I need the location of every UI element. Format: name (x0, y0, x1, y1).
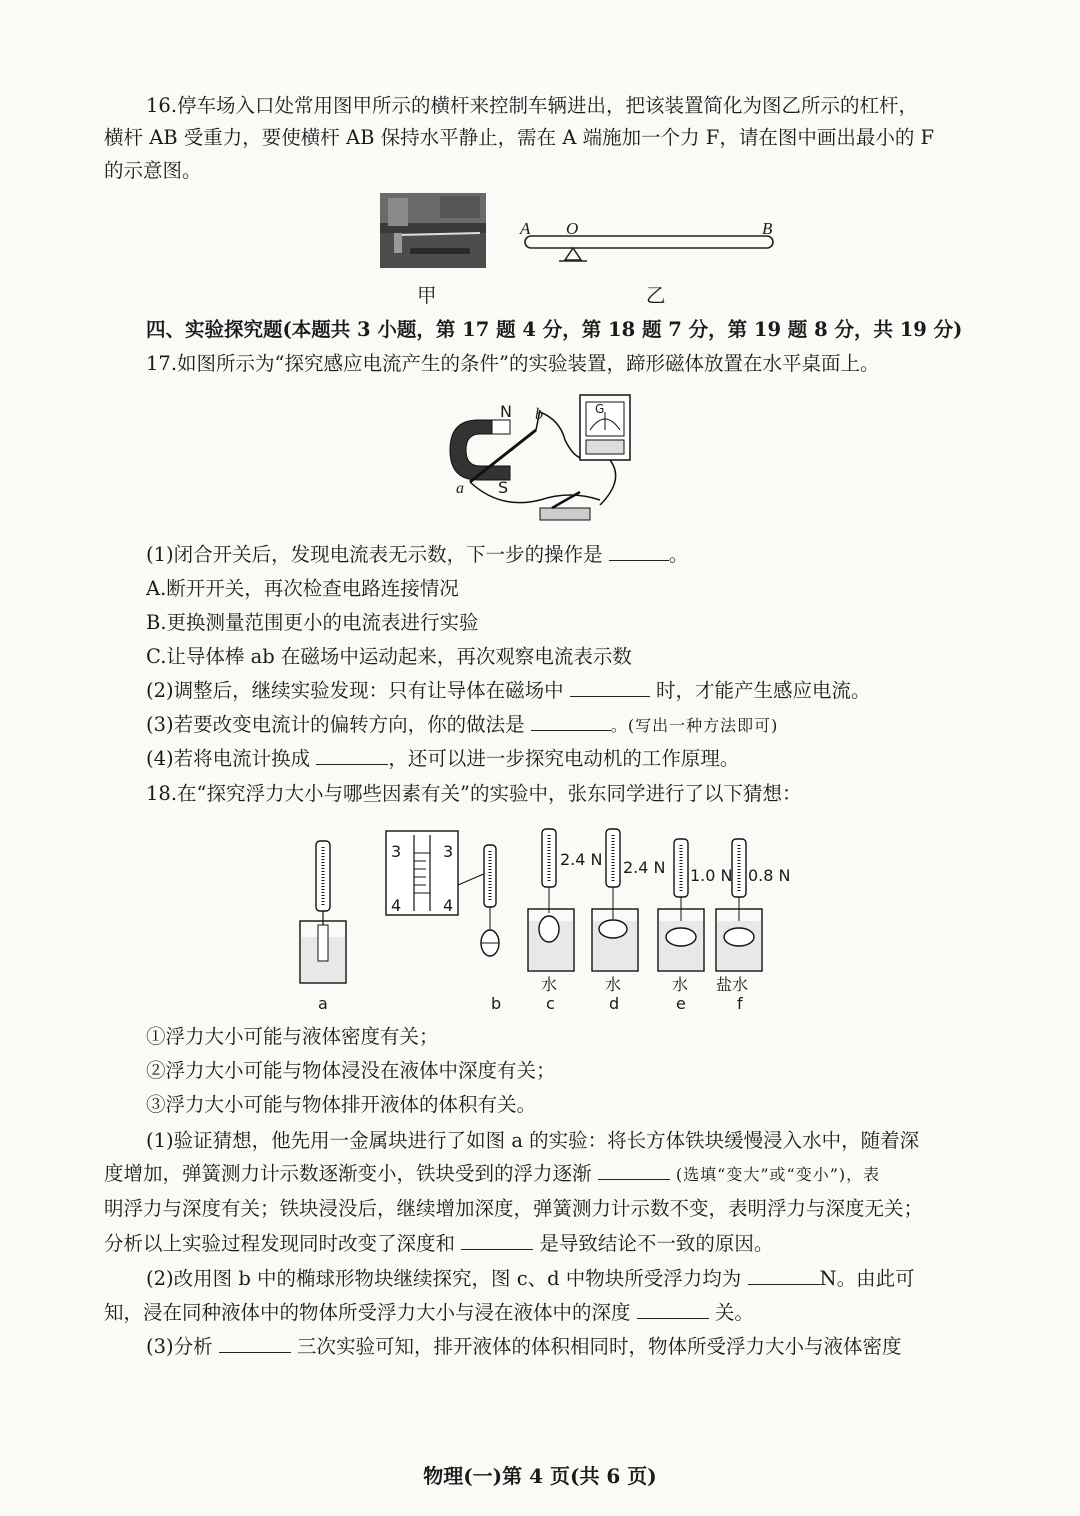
q17-intro: 17.如图所示为“探究感应电流产生的条件”的实验装置，蹄形磁体放置在水平桌面上。 (146, 352, 880, 375)
q17-p4a: (4)若将电流计换成 (146, 747, 311, 770)
fig-jia-label: 甲 (417, 284, 437, 307)
liquid-c: 水 (541, 975, 558, 994)
reading-f: 0.8 N (748, 866, 791, 885)
q18-s2b2: 关。 (714, 1301, 754, 1324)
rod-a-label: a (456, 480, 464, 497)
fig-yi-label: 乙 (646, 284, 666, 307)
q18-s1-line1: (1)验证猜想，他先用一金属块进行了如图 a 的实验：将长方体铁块缓慢浸入水中，随着深 (146, 1129, 920, 1152)
liquid-f: 盐水 (716, 975, 749, 994)
q17-option-a: A.断开开关，再次检查电路连接情况 (146, 577, 459, 600)
q17-p4 (146, 745, 739, 773)
q17-p1-text: (1)闭合开关后，发现电流表无示数，下一步的操作是 (146, 543, 603, 566)
q17-p2a: (2)调整后，继续实验发现：只有让导体在磁场中 (146, 679, 564, 702)
fig-label-d: d (609, 994, 620, 1013)
fig-label-b: b (491, 994, 502, 1013)
q18-s2-line1 (146, 1265, 915, 1293)
reading-d: 2.4 N (623, 858, 666, 877)
q18-s2a2: N。由此可 (819, 1267, 915, 1290)
scale-4-left: 4 (391, 896, 402, 915)
q18-s1-blank2[interactable] (461, 1231, 533, 1250)
scale-3-left: 3 (391, 842, 402, 861)
q18-intro: 18.在“探究浮力大小与哪些因素有关”的实验中，张东同学进行了以下猜想： (146, 782, 802, 805)
guess-2: ②浮力大小可能与物体浸没在液体中深度有关； (146, 1059, 556, 1082)
q18-s2-line2 (104, 1299, 754, 1327)
point-o-label: O (566, 219, 579, 238)
q17-p4b: ，还可以进一步探究电动机的工作原理。 (388, 747, 740, 770)
q16-line3: 的示意图。 (104, 159, 202, 182)
fig-label-c: c (546, 994, 555, 1013)
reading-c: 2.4 N (560, 850, 603, 869)
q17-p3 (146, 711, 778, 740)
q17-option-c: C.让导体棒 ab 在磁场中运动起来，再次观察电流表示数 (146, 645, 632, 668)
q18-s1b2: (选填“变大”或“变小”)，表 (675, 1165, 881, 1184)
buoyancy-experiment-figure (290, 825, 810, 995)
q18-s1b: 度增加，弹簧测力计示数逐渐变小，铁块受到的浮力逐渐 (104, 1162, 592, 1185)
q17-p4-blank[interactable] (316, 746, 388, 765)
q17-p3a: (3)若要改变电流计的偏转方向，你的做法是 (146, 713, 525, 736)
fig-label-e: e (676, 994, 686, 1013)
q17-p3-blank[interactable] (531, 712, 611, 731)
barrier-photo (380, 193, 486, 268)
fig-label-f: f (737, 994, 743, 1013)
q17-p3b: 。(写出一种方法即可) (610, 716, 779, 735)
q18-s1-line2 (104, 1160, 880, 1189)
section-heading: 四、实验探究题(本题共 3 小题，第 17 题 4 分，第 18 题 7 分，第 19 题 8 分，共 19 分) (146, 318, 963, 341)
q18-s3a2: 三次实验可知，排开液体的体积相同时，物体所受浮力大小与液体密度 (297, 1335, 902, 1358)
q18-s2-blank2[interactable] (637, 1300, 709, 1319)
q18-s2b: 知，浸在同种液体中的物体所受浮力大小与浸在液体中的深度 (104, 1301, 631, 1324)
q17-p2b: 时，才能产生感应电流。 (656, 679, 871, 702)
q17-p2 (146, 677, 871, 705)
page-footer: 物理(一)第 4 页(共 6 页) (423, 1464, 657, 1488)
point-a-label: A (520, 219, 531, 238)
liquid-e: 水 (672, 975, 689, 994)
rod-b-label: b (535, 406, 543, 423)
q16-line2: 横杆 AB 受重力，要使横杆 AB 保持水平静止，需在 A 端施加一个力 F，请在图中画出最小的 F (104, 126, 935, 149)
q18-s3a: (3)分析 (146, 1335, 213, 1358)
q18-s1-line4 (104, 1230, 773, 1258)
q18-s2a: (2)改用图 b 中的椭球形物块继续探究，图 c、d 中物块所受浮力均为 (146, 1267, 742, 1290)
guess-3: ③浮力大小可能与物体排开液体的体积有关。 (146, 1093, 537, 1116)
q18-s3-line1 (146, 1333, 902, 1361)
q18-s1-blank[interactable] (598, 1161, 670, 1180)
q17-p2-blank[interactable] (570, 678, 650, 697)
lever-diagram (515, 216, 785, 266)
reading-e: 1.0 N (690, 866, 733, 885)
q17-p1-end: 。 (668, 543, 689, 566)
q18-s1-line3: 明浮力与深度有关；铁块浸没后，继续增加深度，弹簧测力计示数不变，表明浮力与深度无关； (104, 1197, 924, 1220)
q17-p1-blank[interactable] (609, 542, 669, 561)
q16-line1: 16.停车场入口处常用图甲所示的横杆来控制车辆进出，把该装置简化为图乙所示的杠杆， (146, 94, 919, 117)
scale-4-right: 4 (443, 896, 454, 915)
magnet-n-label: N (500, 402, 512, 421)
guess-1: ①浮力大小可能与液体密度有关； (146, 1025, 439, 1048)
fig-label-a: a (318, 994, 328, 1013)
q17-p1 (146, 541, 688, 569)
point-b-label: B (762, 219, 773, 238)
q18-s3-blank[interactable] (219, 1334, 291, 1353)
scale-3-right: 3 (443, 842, 454, 861)
induction-apparatus (440, 390, 650, 530)
q18-s1d: 分析以上实验过程发现同时改变了深度和 (104, 1232, 456, 1255)
q17-option-b: B.更换测量范围更小的电流表进行实验 (146, 611, 479, 634)
liquid-d: 水 (605, 975, 622, 994)
q18-s2-blank[interactable] (748, 1266, 820, 1285)
magnet-s-label: S (498, 478, 509, 497)
galvanometer-g-label: G (595, 402, 605, 416)
q18-s1d2: 是导致结论不一致的原因。 (539, 1232, 774, 1255)
